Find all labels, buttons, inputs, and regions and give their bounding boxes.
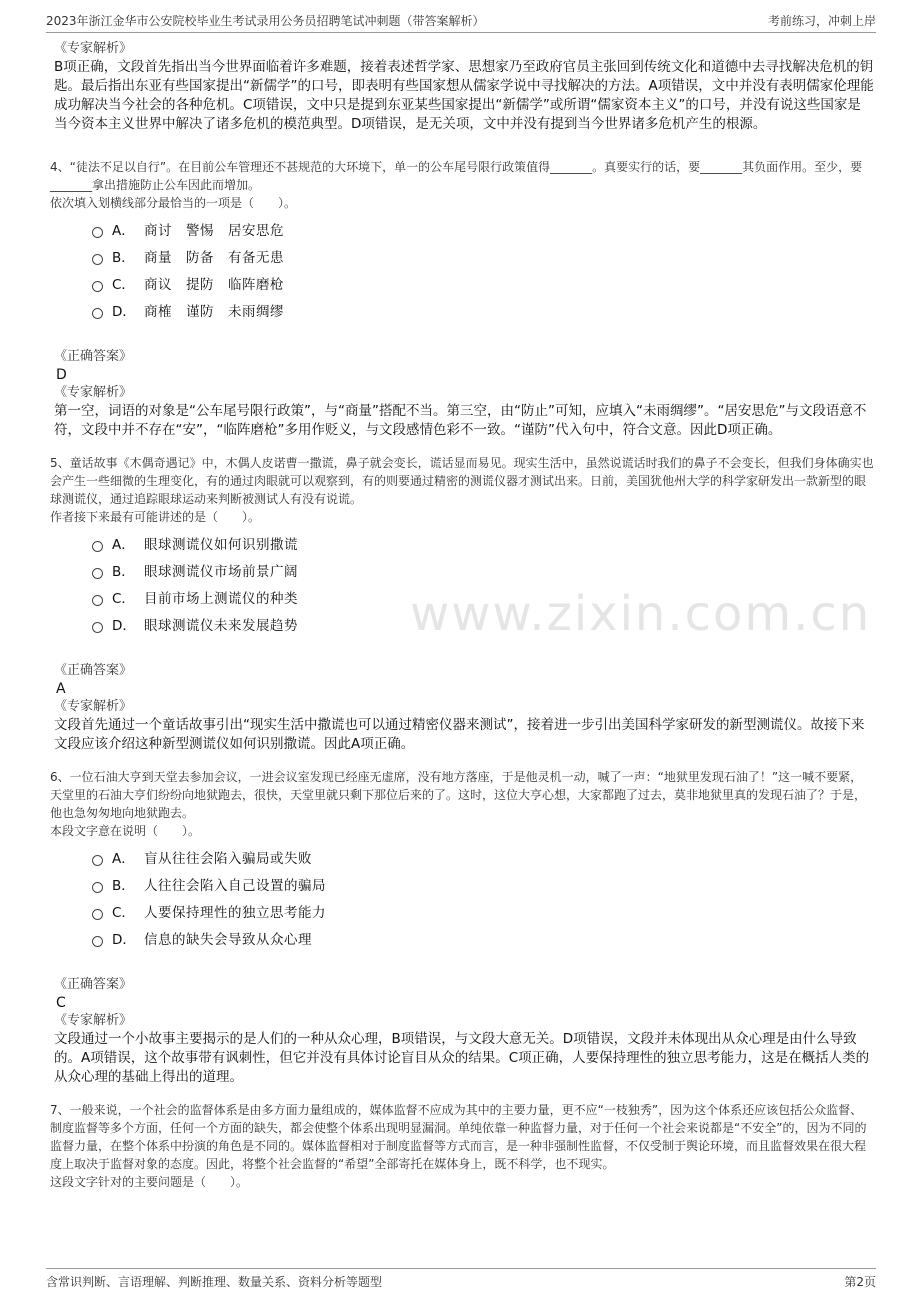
expert-analysis-label: 《专家解析》 [54,41,133,56]
radio-icon[interactable] [92,541,103,552]
question-prompt: 作者接下来最有可能讲述的是（ ）。 [50,510,261,524]
expert-analysis-label: 《专家解析》 [54,1013,133,1028]
footer-note: 含常识判断、言语理解、判断推理、数量关系、资料分析等题型 [46,1275,383,1289]
radio-icon[interactable] [92,882,103,893]
option-d[interactable]: D． 商榷 谨防 未雨绸缪 [92,299,874,326]
page-number: 第2页 [844,1275,876,1289]
option-b[interactable]: B． 商量 防备 有备无患 [92,245,874,272]
radio-icon[interactable] [92,227,103,238]
radio-icon[interactable] [92,308,103,319]
correct-answer-label: 《正确答案》 [54,349,133,364]
option-d[interactable]: D． 信息的缺失会导致从众心理 [92,927,874,954]
expert-analysis-label: 《专家解析》 [54,699,133,714]
radio-icon[interactable] [92,595,103,606]
correct-answer-label: 《正确答案》 [54,663,133,678]
question-text: 5、童话故事《木偶奇遇记》中，木偶人皮诺曹一撒谎，鼻子就会变长，谎话显而易见。现实生活中，虽然说谎话时我们的鼻子不会变长，但我们身体确实也会产生一些细微的生理变化，有的通过肉眼就可以观察到，有的则要通过精密的测谎仪器才测试出来。日前，美国犹他州大学的科学家研发出一款新型的眼球测谎仪，通过追踪眼球运动来判断被测试人有没有说谎。 [50,456,874,506]
question-prompt: 本段文字意在说明（ ）。 [50,824,201,838]
correct-answer: D [56,367,67,383]
radio-icon[interactable] [92,568,103,579]
question-text: 4、“徒法不足以自行”。在目前公车管理还不甚规范的大环境下，单一的公车尾号限行政策值得_______。真要实行的话，要_______其负面作用。至少，要_______拿出措施防止公车因此而增加。 [50,160,863,192]
page-content [50,40,874,1191]
page-header [46,10,876,33]
option-c[interactable]: C． 目前市场上测谎仪的种类 [92,586,874,613]
expert-analysis-label: 《专家解析》 [54,385,133,400]
q3-analysis [54,40,874,134]
question-4 [50,158,874,440]
correct-answer-label: 《正确答案》 [54,977,133,992]
document-title: 2023年浙江金华市公安院校毕业生考试录用公务员招聘笔试冲刺题（带答案解析） [46,14,485,28]
expert-analysis-text: B项正确，文段首先指出当今世界面临着许多难题，接着表述哲学家、思想家乃至政府官员主张回到传统文化和道德中去寻找解决危机的钥匙。最后指出东亚有些国家提出“新儒学”的口号，即表明有些国家想从儒家学说中寻找解决的方法。A项错误，文中并没有表明儒家伦理能成功解决当今社会的各种危机。C项错误，文中只是提到东亚某些国家提出“新儒学”或所谓“儒家资本主义”的口号，并没有说这些国家是当今资本主义世界中解决了诸多危机的模范典型。D项错误，是无关项，文中并没有提到当今世界诸多危机产生的根源。 [54,59,874,132]
option-b[interactable]: B． 人往往会陷入自己设置的骗局 [92,873,874,900]
option-a[interactable]: A． 眼球测谎仪如何识别撒谎 [92,532,874,559]
option-list [92,532,874,640]
page-footer [46,1268,876,1293]
radio-icon[interactable] [92,622,103,633]
question-text: 7、一般来说，一个社会的监督体系是由多方面力量组成的，媒体监督不应成为其中的主要力量，更不应“一枝独秀”，因为这个体系还应该包括公众监督、制度监督等多个方面，任何一个方面的缺失，都会使整个体系出现明显漏洞。单纯依靠一种监督力量，对于任何一个社会来说都是“不安全”的，因为不同的监督力量，在整个体系中扮演的角色是不同的。媒体监督相对于制度监督等方式而言，是一种非强制性监督，不仅受制于舆论环境，而且监督效果在很大程度上取决于监督对象的态度。因此，将整个社会监督的“希望”全部寄托在媒体身上，既不科学，也不现实。 [50,1103,867,1171]
question-5 [50,454,874,754]
watermark: www.zixin.com.cn [410,586,872,642]
expert-analysis-text: 文段首先通过一个童话故事引出“现实生活中撒谎也可以通过精密仪器来测试”，接着进一步引出美国科学家研发的新型测谎仪。故接下来文段应该介绍这种新型测谎仪如何识别撒谎。因此A项正确。 [54,717,865,752]
expert-analysis-text: 第一空，词语的对象是“公车尾号限行政策”，与“商量”搭配不当。第三空，由“防止”可知，应填入“未雨绸缪”。“居安思危”与文段语意不符，文段中并不存在“安”，“临阵磨枪”多用作贬义，与文段感情色彩不一致。“谨防”代入句中，符合文意。因此D项正确。 [54,403,867,438]
question-6 [50,768,874,1087]
option-d[interactable]: D． 眼球测谎仪未来发展趋势 [92,613,874,640]
correct-answer: A [56,681,66,697]
radio-icon[interactable] [92,254,103,265]
option-list [92,846,874,954]
option-a[interactable]: A． 盲从往往会陷入骗局或失败 [92,846,874,873]
header-slogan: 考前练习，冲刺上岸 [767,14,876,28]
question-prompt: 依次填入划横线部分最恰当的一项是（ ）。 [50,196,297,210]
radio-icon[interactable] [92,936,103,947]
option-c[interactable]: C． 人要保持理性的独立思考能力 [92,900,874,927]
radio-icon[interactable] [92,855,103,866]
option-c[interactable]: C． 商议 提防 临阵磨枪 [92,272,874,299]
question-7 [50,1101,874,1191]
correct-answer: C [56,995,66,1011]
option-list [92,218,874,326]
option-a[interactable]: A． 商讨 警惕 居安思危 [92,218,874,245]
expert-analysis-text: 文段通过一个小故事主要揭示的是人们的一种从众心理，B项错误，与文段大意无关。D项错误，文段并未体现出从众心理是由什么导致的。A项错误，这个故事带有讽刺性，但它并没有具体讨论盲目从众的结果。C项正确，人要保持理性的独立思考能力，这是在概括人类的从众心理的基础上得出的道理。 [54,1031,870,1085]
question-prompt: 这段文字针对的主要问题是（ ）。 [50,1175,249,1189]
radio-icon[interactable] [92,909,103,920]
radio-icon[interactable] [92,281,103,292]
question-text: 6、一位石油大亨到天堂去参加会议，一进会议室发现已经座无虚席，没有地方落座，于是他灵机一动，喊了一声：“地狱里发现石油了！”这一喊不要紧，天堂里的石油大亨们纷纷向地狱跑去，很快，天堂里就只剩下那位后来的了。这时，这位大亨心想，大家都跑了过去，莫非地狱里真的发现石油了？于是，他也急匆匆地向地狱跑去。 [50,770,867,820]
option-b[interactable]: B． 眼球测谎仪市场前景广阔 [92,559,874,586]
